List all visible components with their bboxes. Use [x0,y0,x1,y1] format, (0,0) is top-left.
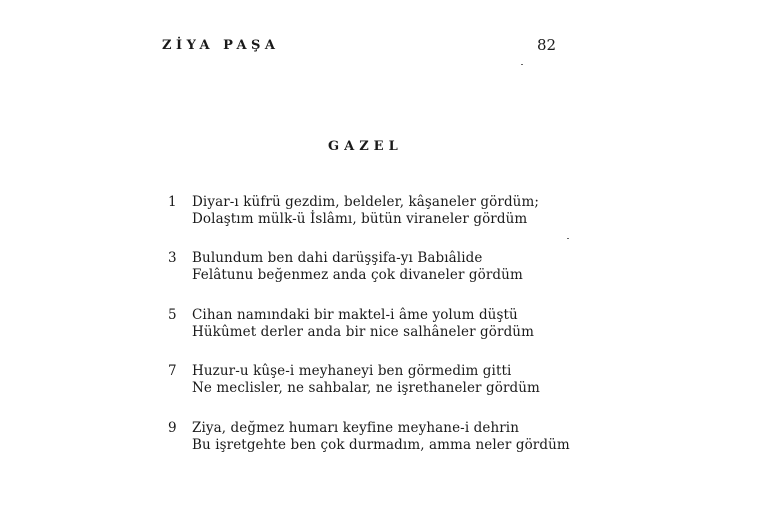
verse-line: Cihan namındaki bir maktel-i âme yolum düştü [192,307,518,323]
verse-line: Hükûmet derler anda bir nice salhâneler gördüm [192,324,535,340]
verse-line: Felâtunu beğenmez anda çok divaneler gördüm [192,267,523,283]
verse-line: Dolaştım mülk-ü İslâmı, bütün viraneler gördüm [192,211,528,227]
couplet-number: 3 [168,250,177,266]
poem-title: GAZEL [328,139,403,154]
verse-line: Ziya, değmez humarı keyfine meyhane-i dehrin [192,420,520,436]
couplet-number: 7 [168,363,177,379]
couplet-number: 5 [168,307,177,323]
running-header-author: ZİYA PAŞA [162,38,280,53]
verse-line: Bu işretgehte ben çok durmadım, amma neler gördüm [192,437,570,453]
scan-speck [567,238,569,239]
verse-line: Diyar-ı küfrü gezdim, beldeler, kâşaneler gördüm; [192,194,540,210]
verse-line: Ne meclisler, ne sahbalar, ne işrethaneler gördüm [192,380,540,396]
verse-line: Bulundum ben dahi darüşşifa-yı Babıâlide [192,250,483,266]
verse-line: Huzur-u kûşe-i meyhaneyi ben görmedim gitti [192,363,512,379]
couplet-number: 9 [168,420,177,436]
scan-speck [521,64,523,65]
page-number: 82 [537,36,557,54]
couplet-number: 1 [168,194,177,210]
